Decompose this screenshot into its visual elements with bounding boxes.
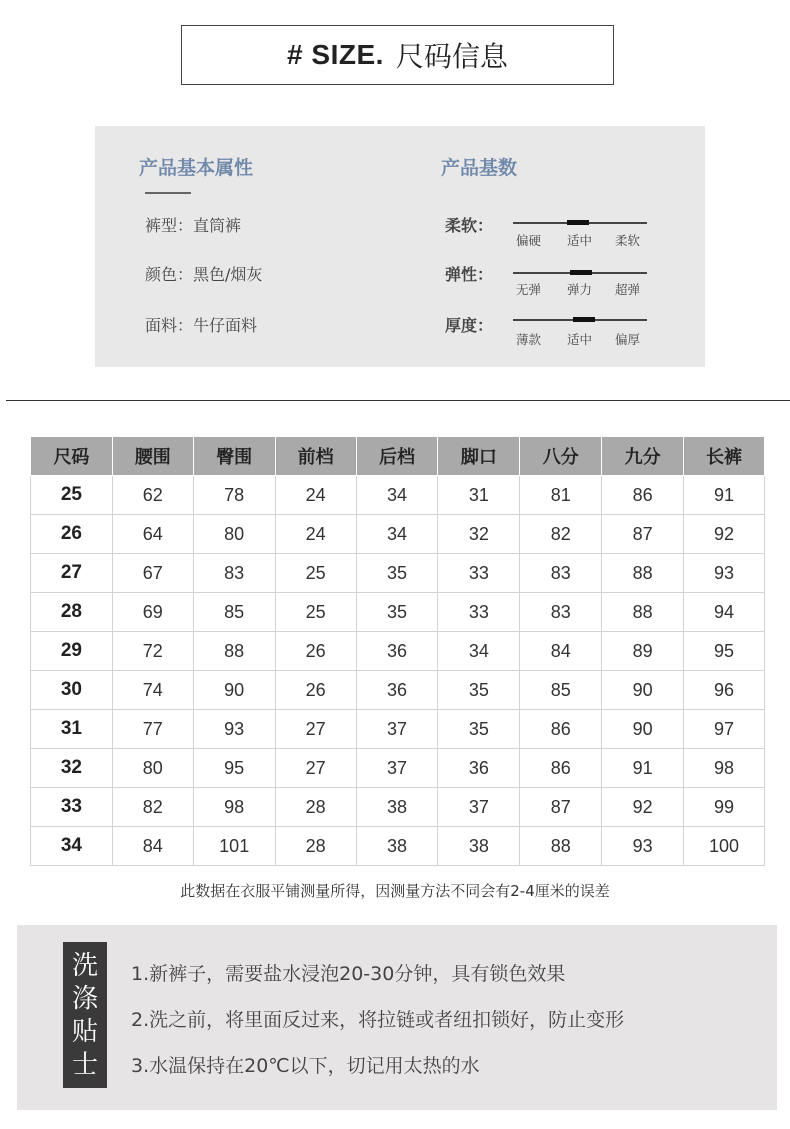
measurement-cell: 62 [112, 476, 193, 515]
table-header: 长裤 [684, 437, 765, 476]
measurement-cell: 83 [520, 554, 602, 593]
scale-marker-softness [567, 220, 589, 225]
table-header: 前档 [275, 437, 356, 476]
table-header: 尺码 [31, 437, 113, 476]
measurement-cell: 85 [193, 593, 275, 632]
size-cell: 30 [31, 671, 113, 710]
measurement-cell: 38 [438, 827, 520, 866]
wash-tag-char: 涤 [71, 984, 98, 1014]
table-row [31, 671, 765, 710]
measurement-cell: 101 [193, 827, 275, 866]
wash-tips-panel [17, 925, 777, 1110]
measurement-cell: 80 [193, 515, 275, 554]
measurement-cell: 26 [275, 671, 356, 710]
attribute-panel [95, 126, 705, 367]
measurement-cell: 100 [684, 827, 765, 866]
measurement-cell: 38 [356, 827, 438, 866]
measurement-cell: 72 [112, 632, 193, 671]
table-header: 八分 [520, 437, 602, 476]
measurement-cell: 37 [438, 788, 520, 827]
measurement-cell: 34 [356, 476, 438, 515]
measurement-cell: 96 [684, 671, 765, 710]
scale-label-elasticity: 弹性： [445, 265, 494, 284]
measurement-cell: 94 [684, 593, 765, 632]
wash-tip-3: 3.水温保持在20℃以下，切记用太热的水 [131, 1055, 480, 1077]
measurement-cell: 26 [275, 632, 356, 671]
scale-option: 适中 [567, 233, 593, 248]
measurement-cell: 91 [684, 476, 765, 515]
measurement-cell: 86 [602, 476, 684, 515]
size-cell: 26 [31, 515, 113, 554]
measurement-note: 此数据在衣服平铺测量所得，因测量方法不同会有2-4厘米的误差 [180, 882, 610, 900]
measurement-cell: 88 [193, 632, 275, 671]
measurement-cell: 32 [438, 515, 520, 554]
size-cell: 34 [31, 827, 113, 866]
table-header: 九分 [602, 437, 684, 476]
measurement-cell: 37 [356, 710, 438, 749]
scale-label-thickness: 厚度： [445, 316, 494, 335]
measurement-cell: 84 [520, 632, 602, 671]
scale-option: 薄款 [516, 332, 542, 347]
measurement-cell: 35 [356, 554, 438, 593]
section-title [181, 25, 614, 85]
measurement-cell: 86 [520, 710, 602, 749]
measurement-cell: 95 [684, 632, 765, 671]
measurement-cell: 87 [520, 788, 602, 827]
wash-tips-tag [63, 942, 107, 1088]
table-row [31, 788, 765, 827]
attributes-heading: 产品基本属性 [139, 157, 254, 179]
size-cell: 28 [31, 593, 113, 632]
table-row [31, 827, 765, 866]
measurement-cell: 28 [275, 788, 356, 827]
section-divider [6, 400, 790, 401]
size-cell: 25 [31, 476, 113, 515]
size-cell: 29 [31, 632, 113, 671]
measurement-cell: 25 [275, 554, 356, 593]
table-row [31, 632, 765, 671]
measurement-cell: 97 [684, 710, 765, 749]
measurement-cell: 98 [684, 749, 765, 788]
title-zh: 尺码信息 [395, 40, 508, 73]
measurement-cell: 35 [438, 710, 520, 749]
measurement-cell: 77 [112, 710, 193, 749]
measurement-cell: 92 [602, 788, 684, 827]
size-cell: 33 [31, 788, 113, 827]
measurement-cell: 31 [438, 476, 520, 515]
scale-option: 无弹 [516, 282, 542, 297]
attributes-underline [145, 192, 191, 194]
measurement-cell: 93 [193, 710, 275, 749]
measurement-cell: 36 [356, 632, 438, 671]
scale-label-softness: 柔软： [445, 216, 494, 235]
scale-marker-elasticity [570, 270, 592, 275]
measurement-cell: 88 [602, 593, 684, 632]
table-row [31, 476, 765, 515]
size-table [30, 436, 765, 866]
measurement-cell: 34 [438, 632, 520, 671]
measurement-cell: 89 [602, 632, 684, 671]
measurement-cell: 85 [520, 671, 602, 710]
scale-option: 弹力 [567, 282, 593, 297]
table-header: 脚口 [438, 437, 520, 476]
measurement-cell: 27 [275, 710, 356, 749]
measurement-cell: 37 [356, 749, 438, 788]
measurement-cell: 36 [356, 671, 438, 710]
measurement-cell: 69 [112, 593, 193, 632]
measurement-cell: 95 [193, 749, 275, 788]
table-header: 后档 [356, 437, 438, 476]
measurement-cell: 35 [356, 593, 438, 632]
measurement-cell: 92 [684, 515, 765, 554]
measurement-cell: 86 [520, 749, 602, 788]
wash-tag-char: 贴 [71, 1017, 98, 1047]
measurement-cell: 24 [275, 476, 356, 515]
measurement-cell: 90 [193, 671, 275, 710]
attribute-item-fabric: 面料：牛仔面料 [145, 316, 258, 335]
table-header-row [31, 437, 765, 476]
measurement-cell: 27 [275, 749, 356, 788]
measurement-cell: 28 [275, 827, 356, 866]
basics-heading: 产品基数 [441, 157, 518, 179]
scale-option: 适中 [567, 332, 593, 347]
table-row [31, 710, 765, 749]
measurement-cell: 90 [602, 671, 684, 710]
measurement-cell: 88 [602, 554, 684, 593]
table-row [31, 593, 765, 632]
title-en: # SIZE. [287, 39, 384, 70]
measurement-cell: 80 [112, 749, 193, 788]
measurement-cell: 82 [112, 788, 193, 827]
measurement-cell: 98 [193, 788, 275, 827]
table-row [31, 749, 765, 788]
measurement-cell: 38 [356, 788, 438, 827]
size-cell: 32 [31, 749, 113, 788]
scale-option: 偏厚 [615, 332, 641, 347]
wash-tip-2: 2.洗之前，将里面反过来，将拉链或者纽扣锁好，防止变形 [131, 1009, 625, 1031]
measurement-cell: 83 [520, 593, 602, 632]
measurement-cell: 74 [112, 671, 193, 710]
table-row [31, 515, 765, 554]
measurement-cell: 33 [438, 554, 520, 593]
size-cell: 27 [31, 554, 113, 593]
scale-option: 超弹 [615, 282, 641, 297]
measurement-cell: 33 [438, 593, 520, 632]
measurement-cell: 82 [520, 515, 602, 554]
table-row [31, 554, 765, 593]
attribute-item-fit: 裤型：直筒裤 [145, 216, 242, 235]
measurement-cell: 34 [356, 515, 438, 554]
measurement-cell: 35 [438, 671, 520, 710]
measurement-cell: 84 [112, 827, 193, 866]
measurement-cell: 78 [193, 476, 275, 515]
table-header: 臀围 [193, 437, 275, 476]
measurement-cell: 90 [602, 710, 684, 749]
table-header: 腰围 [112, 437, 193, 476]
measurement-cell: 67 [112, 554, 193, 593]
size-cell: 31 [31, 710, 113, 749]
measurement-cell: 88 [520, 827, 602, 866]
measurement-cell: 87 [602, 515, 684, 554]
wash-tag-char: 洗 [71, 951, 98, 981]
measurement-cell: 25 [275, 593, 356, 632]
wash-tag-char: 士 [71, 1050, 98, 1080]
measurement-cell: 93 [602, 827, 684, 866]
attribute-item-color: 颜色：黑色/烟灰 [145, 265, 263, 284]
measurement-cell: 93 [684, 554, 765, 593]
measurement-cell: 83 [193, 554, 275, 593]
scale-option: 偏硬 [516, 233, 542, 248]
scale-marker-thickness [573, 317, 595, 322]
measurement-cell: 64 [112, 515, 193, 554]
scale-option: 柔软 [615, 233, 641, 248]
measurement-cell: 91 [602, 749, 684, 788]
measurement-cell: 81 [520, 476, 602, 515]
wash-tip-1: 1.新裤子，需要盐水浸泡20-30分钟，具有锁色效果 [131, 963, 566, 985]
measurement-cell: 36 [438, 749, 520, 788]
measurement-cell: 99 [684, 788, 765, 827]
measurement-cell: 24 [275, 515, 356, 554]
